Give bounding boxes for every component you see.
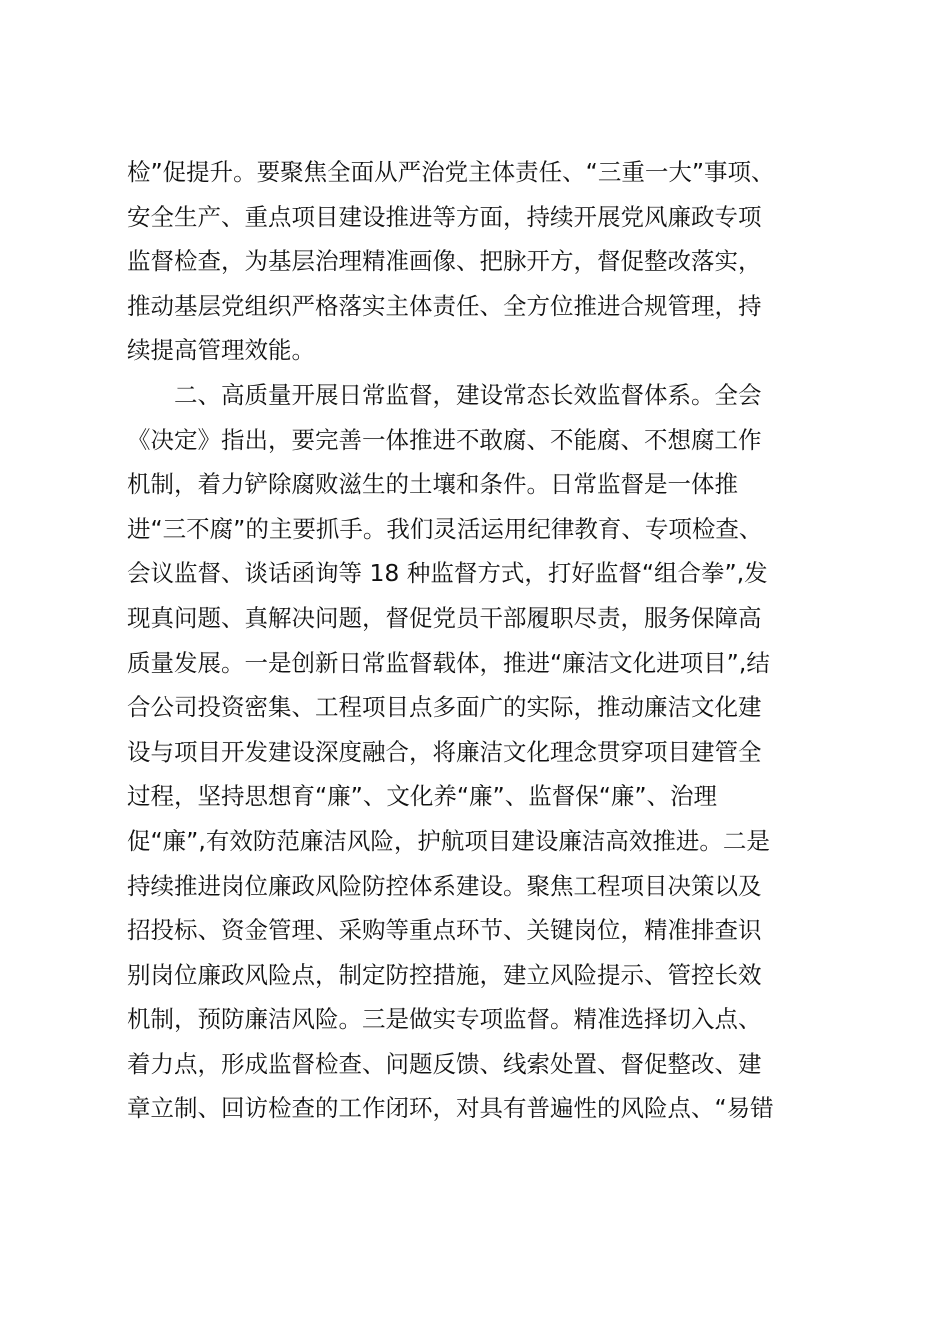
text-line: 着力点，形成监督检查、问题反馈、线索处置、督促整改、建 bbox=[127, 1049, 762, 1078]
text-line: 合公司投资密集、工程项目点多面广的实际，推动廉洁文化建 bbox=[127, 693, 762, 722]
text-line: 《决定》指出，要完善一体推进不敢腐、不能腐、不想腐工作 bbox=[127, 425, 762, 454]
text-line: 监督检查，为基层治理精准画像、把脉开方，督促整改落实， bbox=[127, 247, 762, 276]
text-line: 机制，预防廉洁风险。三是做实专项监督。精准选择切入点、 bbox=[127, 1005, 762, 1034]
text-line: 招投标、资金管理、采购等重点环节、关键岗位，精准排查识 bbox=[127, 916, 762, 945]
section-heading-line: 二、高质量开展日常监督，建设常态长效监督体系。全会 bbox=[174, 380, 762, 409]
text-line: 续提高管理效能。 bbox=[127, 336, 315, 365]
text-line: 现真问题、真解决问题，督促党员干部履职尽责，服务保障高 bbox=[127, 603, 762, 632]
text-line: 设与项目开发建设深度融合，将廉洁文化理念贯穿项目建管全 bbox=[127, 737, 762, 766]
text-line: 安全生产、重点项目建设推进等方面，持续开展党风廉政专项 bbox=[127, 202, 762, 231]
text-line: 持续推进岗位廉政风险防控体系建设。聚焦工程项目决策以及 bbox=[127, 871, 762, 900]
text-line: 章立制、回访检查的工作闭环，对具有普遍性的风险点、“易错 bbox=[127, 1094, 774, 1123]
text-line: 会议监督、谈话函询等 18 种监督方式，打好监督“组合拳”,发 bbox=[127, 559, 768, 588]
text-line: 过程，坚持思想育“廉”、文化养“廉”、监督保“廉”、治理 bbox=[127, 782, 718, 811]
text-line: 推动基层党组织严格落实主体责任、全方位推进合规管理，持 bbox=[127, 291, 762, 320]
body-text bbox=[127, 150, 847, 1131]
text-line: 检”促提升。要聚焦全面从严治党主体责任、“三重一大”事项、 bbox=[127, 158, 775, 186]
text-line: 质量发展。一是创新日常监督载体，推进“廉洁文化进项目”,结 bbox=[127, 648, 770, 677]
text-line: 进“三不腐”的主要抓手。我们灵活运用纪律教育、专项检查、 bbox=[127, 514, 763, 543]
text-line: 促“廉”,有效防范廉洁风险，护航项目建设廉洁高效推进。二是 bbox=[127, 826, 770, 855]
text-line: 机制，着力铲除腐败滋生的土壤和条件。日常监督是一体推 bbox=[127, 470, 738, 499]
text-line: 别岗位廉政风险点，制定防控措施，建立风险提示、管控长效 bbox=[127, 960, 762, 989]
